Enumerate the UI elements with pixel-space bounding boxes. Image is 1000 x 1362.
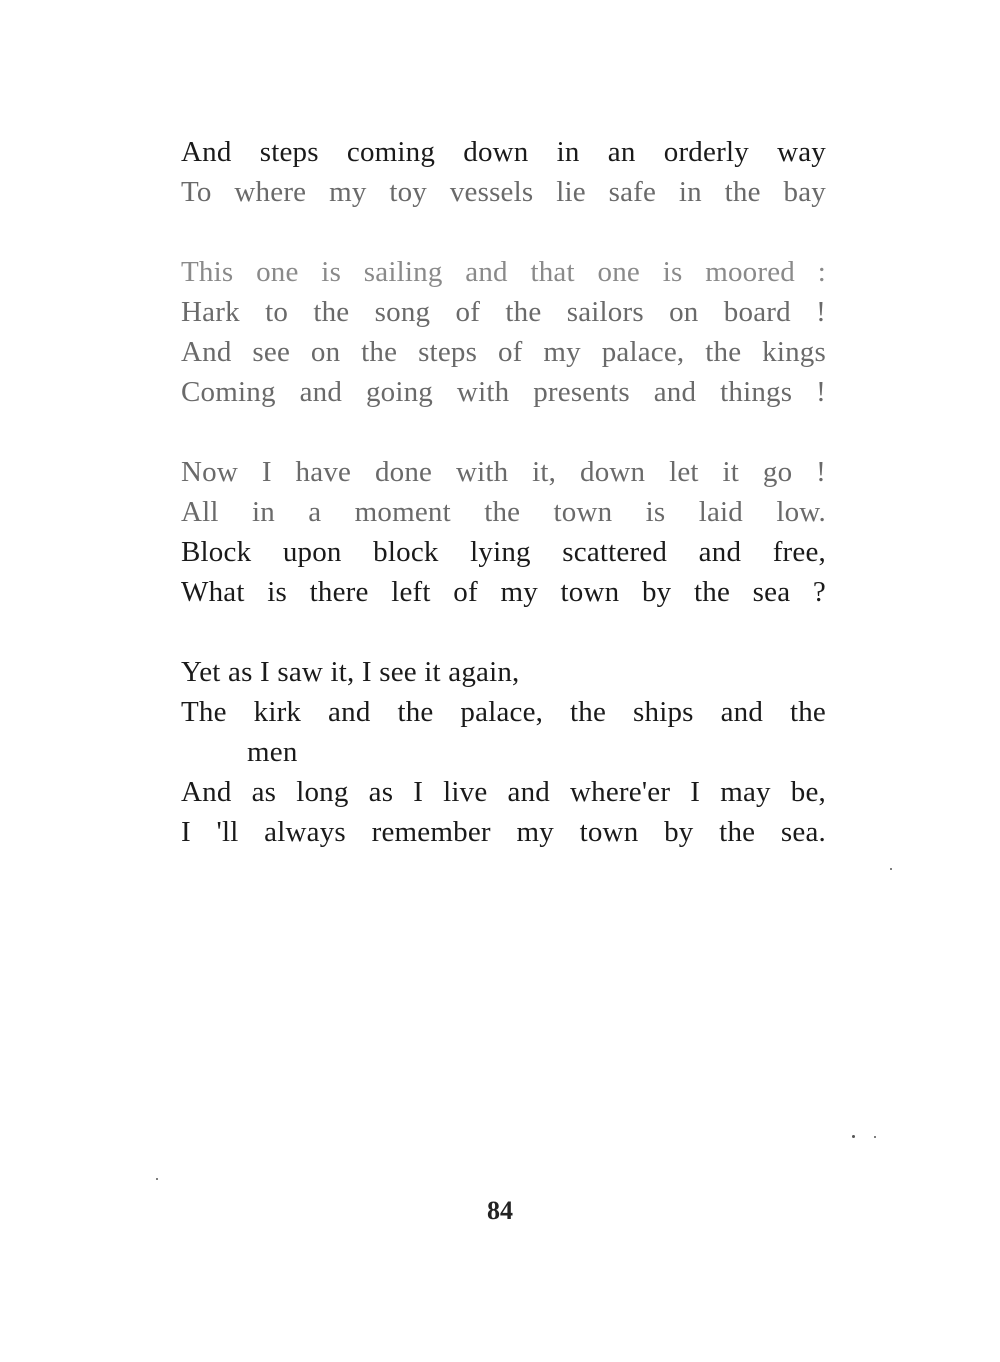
poem-line: And as long as I live and where'er I may be, <box>181 776 826 808</box>
scan-speck <box>852 1135 855 1138</box>
page-number: 84 <box>487 1196 513 1225</box>
poem-line: To where my toy vessels lie safe in the bay <box>181 176 826 208</box>
poem-line: What is there left of my town by the sea ? <box>181 576 826 608</box>
scan-speck <box>156 1178 158 1180</box>
poem <box>181 132 841 892</box>
poem-line: And see on the steps of my palace, the kings <box>181 336 826 368</box>
poem-line-continuation: men <box>247 736 298 768</box>
poem-line: Now I have done with it, down let it go ! <box>181 456 826 488</box>
poem-line: I 'll always remember my town by the sea. <box>181 816 826 848</box>
poem-line: Yet as I saw it, I see it again, <box>181 656 520 688</box>
poem-line: And steps coming down in an orderly way <box>181 136 826 168</box>
poem-line: All in a moment the town is laid low. <box>181 496 826 528</box>
stanza-2 <box>181 252 841 412</box>
poem-line: Hark to the song of the sailors on board ! <box>181 296 826 328</box>
scan-speck <box>874 1136 876 1138</box>
stanza-4 <box>181 652 841 852</box>
poem-line: Coming and going with presents and things ! <box>181 376 826 408</box>
stanza-1 <box>181 132 841 212</box>
poem-line: Block upon block lying scattered and free, <box>181 536 826 568</box>
poem-line: This one is sailing and that one is moored : <box>181 256 826 288</box>
poem-line: The kirk and the palace, the ships and the <box>181 696 826 728</box>
scan-speck <box>890 868 892 870</box>
stanza-3 <box>181 452 841 612</box>
